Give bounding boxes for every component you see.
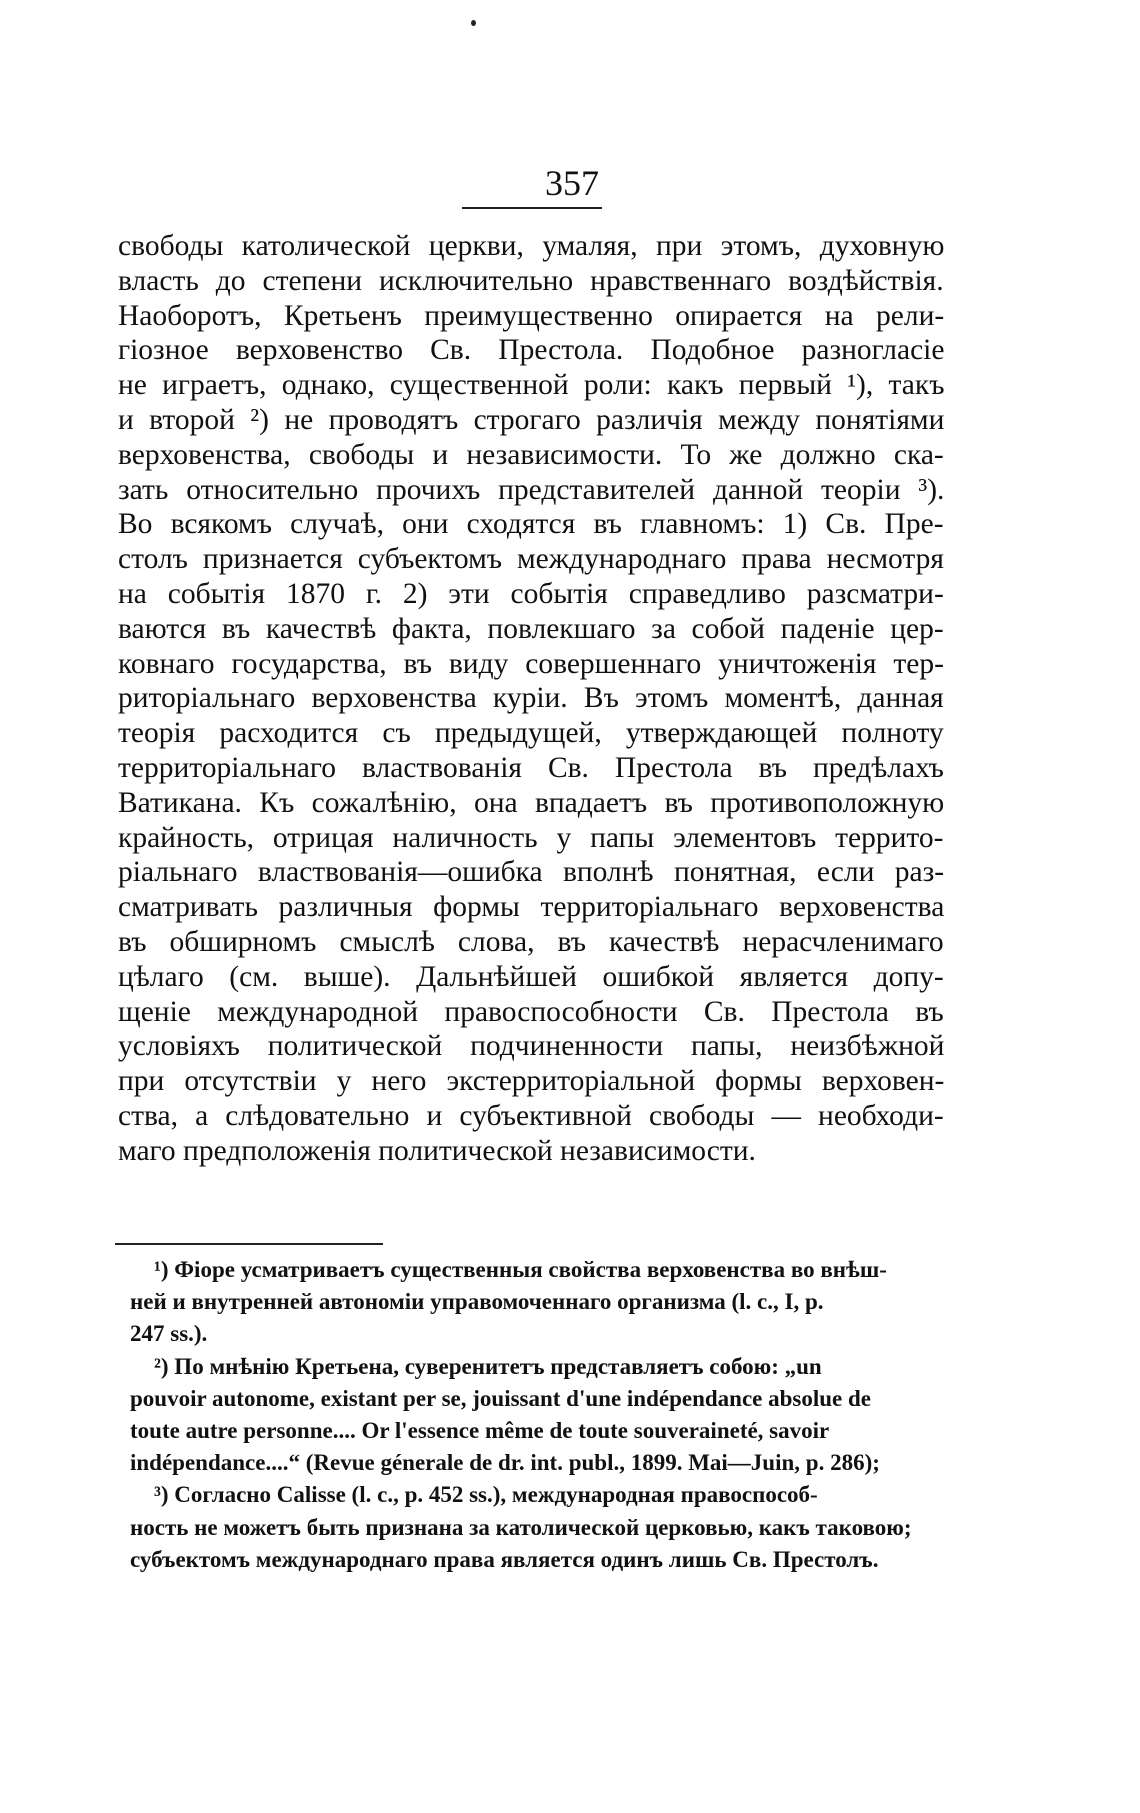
body-line: не играетъ, однако, существенной роли: какъ первый ¹), такъ (118, 369, 945, 402)
footnote-separator (115, 1243, 383, 1245)
footnote-line: indépendance....“ (Revue génerale de dr. int. publ., 1899. Mai—Juin, p. 286); (130, 1450, 880, 1476)
body-line: ковнаго государства, въ виду совершеннаго уничтоженія тер- (118, 647, 944, 680)
footnote-line: pouvoir autonome, existant per se, jouissant d'une indépendance absolue de (130, 1385, 872, 1411)
body-line: риторіальнаго верховенства куріи. Въ этомъ моментѣ, данная (118, 682, 944, 715)
body-line: зать относительно прочихъ представителей данной теоріи ³). (118, 473, 945, 506)
body-line: на событія 1870 г. 2) эти событія справедливо разсматри- (118, 577, 944, 610)
body-line: при отсутствіи у него экстерриторіальной формы верховен- (118, 1065, 945, 1098)
body-line: ства, а слѣдовательно и субъективной свободы — необходи- (118, 1099, 944, 1132)
body-line: свободы католической церкви, умаляя, при этомъ, духовную (118, 230, 945, 262)
footnote-line: ³) Согласно Calisse (l. c., p. 452 ss.), международная правоспособ- (154, 1482, 818, 1508)
body-line: власть до степени исключительно нравственнаго воздѣйствія. (118, 264, 944, 297)
body-line: и второй ²) не проводятъ строгаго различія между понятіями (118, 403, 945, 436)
footnote-line: 247 ss.). (130, 1321, 208, 1347)
body-line: гіозное верховенство Св. Престола. Подобное разногласіе (118, 334, 945, 367)
body-text (118, 229, 944, 1169)
body-line: территоріальнаго властвованія Св. Престола въ предѣлахъ (118, 751, 944, 784)
body-line: Наоборотъ, Кретьенъ преимущественно опирается на рели- (118, 299, 945, 332)
body-line: цѣлаго (см. выше). Дальнѣйшей ошибкой является допу- (118, 960, 944, 993)
footnotes (130, 1254, 936, 1576)
footnote-2 (130, 1351, 936, 1480)
body-line: Во всякомъ случаѣ, они сходятся въ главномъ: 1) Св. Пре- (118, 508, 944, 541)
body-line: въ обширномъ смыслѣ слова, въ качествѣ нерасчленимаго (118, 925, 944, 958)
body-line: сматривать различныя формы территоріальнаго верховенства (118, 891, 945, 924)
body-line: ваются въ качествѣ факта, повлекшаго за собой паденіе цер- (118, 612, 944, 645)
footnote-line: toute autre personne.... Or l'essence même de toute souveraineté, savoir (130, 1417, 830, 1443)
body-line: верховенства, свободы и независимости. То же должно ска- (118, 438, 944, 471)
page-number: 357 (545, 163, 599, 203)
footnote-line: субъектомъ международнаго права является одинъ лишь Св. Престолъ. (130, 1546, 879, 1572)
footnote-line: ность не можетъ быть признана за католической церковью, какъ таковою; (130, 1514, 912, 1540)
body-line: условіяхъ политической подчиненности папы, неизбѣжной (118, 1030, 945, 1063)
footnote-line: ней и внутренней автономіи управомоченнаго организма (l. c., I, p. (130, 1289, 824, 1315)
body-line: столъ признается субъектомъ международнаго права несмотря (118, 543, 944, 576)
body-line: крайность, отрицая наличность у папы элементовъ террито- (118, 821, 944, 854)
footnote-line: ¹) Фіоре усматриваетъ существенныя свойства верховенства во внѣш- (154, 1257, 887, 1282)
body-line: ріальнаго властвованія—ошибка вполнѣ понятная, если раз- (118, 856, 945, 889)
ink-dot (471, 20, 476, 26)
body-line: теорія расходится съ предыдущей, утверждающей полноту (118, 717, 944, 750)
body-line: Ватикана. Къ сожалѣнію, она впадаетъ въ противоположную (118, 786, 945, 819)
footnote-3 (130, 1479, 936, 1576)
body-line: щеніе международной правоспособности Св. Престола въ (118, 995, 944, 1028)
footnote-1 (130, 1254, 936, 1351)
body-line: маго предположенія политической независимости. (118, 1134, 756, 1167)
header-rule (462, 207, 602, 209)
footnote-line: ²) По мнѣнію Кретьена, суверенитетъ представляетъ собою: „un (154, 1353, 822, 1379)
